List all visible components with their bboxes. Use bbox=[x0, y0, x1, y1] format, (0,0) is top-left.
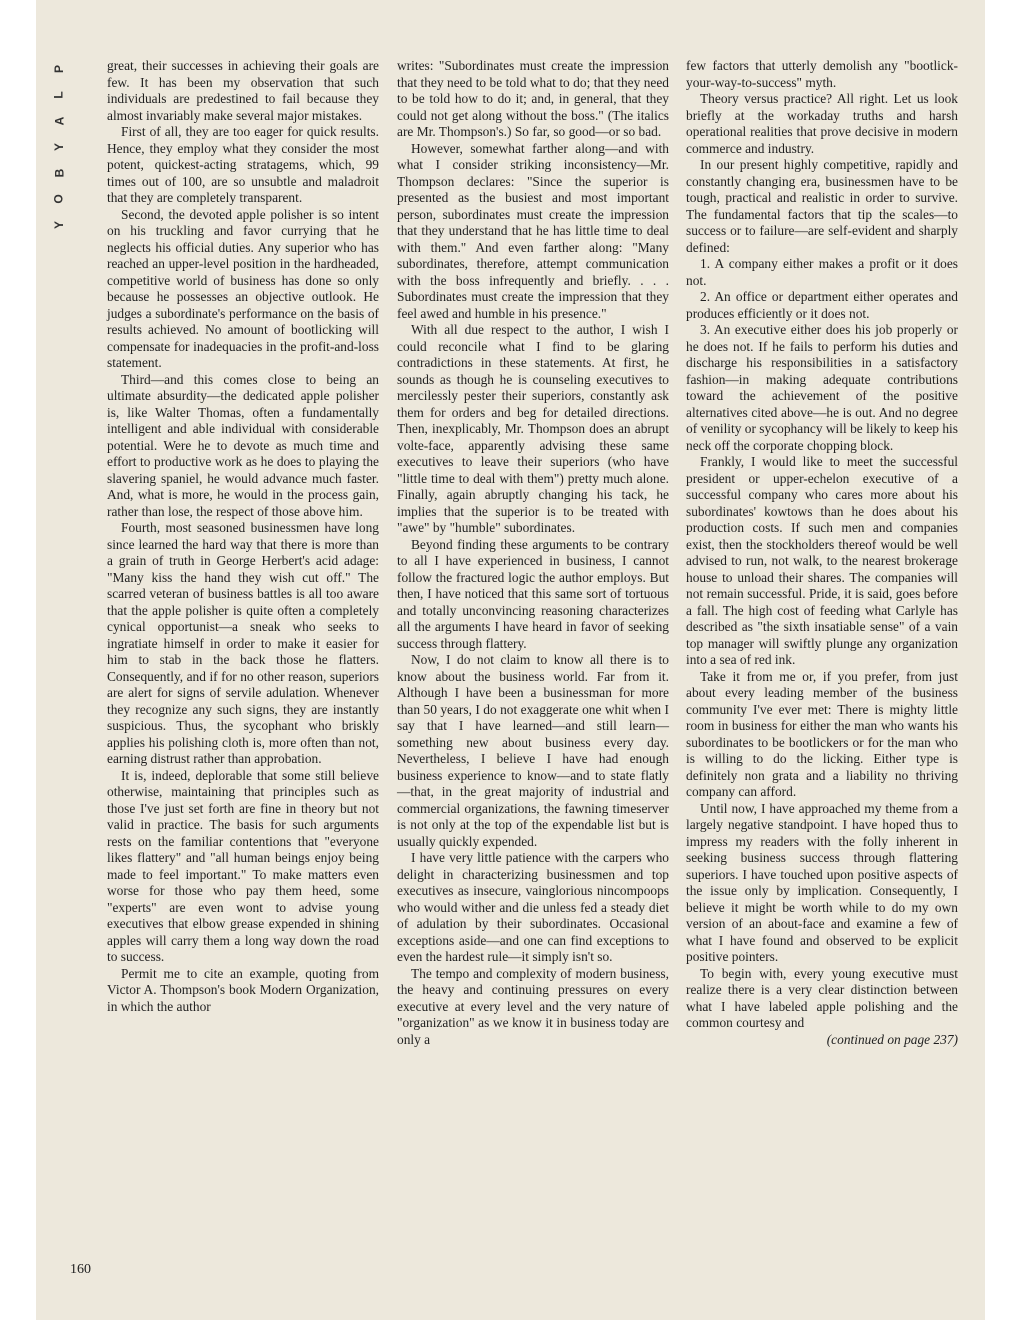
magazine-letter: P bbox=[51, 64, 66, 74]
article-paragraph: The tempo and complexity of modern business, the heavy and continuing pressures on every executive at every level and the very nature of "organization" as we know it in business today are only a bbox=[397, 965, 669, 1047]
article-column-1 bbox=[107, 58, 379, 1015]
magazine-letter: Y bbox=[51, 142, 66, 152]
article-paragraph: Until now, I have approached my theme from a largely negative standpoint. I have hoped thus to impress my readers with the folly inherent in seeking business success through flattering superiors. I have touched upon positive aspects of the issue only by implication. Consequently, I believe it might be worth while to do my own version of an about-face and examine a few of what I have found and observed to be explicit positive pointers. bbox=[686, 800, 958, 964]
magazine-letter: O bbox=[52, 194, 66, 204]
article-paragraph: Frankly, I would like to meet the successful president or upper-echelon executive of a successful company who cares more about his subordinates' kowtows than he does about his production costs. If such men and companies exist, then the stockholders thereof would be well advised to run, not walk, to the nearest brokerage house to unload their shares. The companies will not remain successful. Pride, it is said, goes before a fall. The high cost of feeding what Carlyle has described as "the sixth insatiable sense" of a vain top manager will swiftly plunge any organization into a sea of red ink. bbox=[686, 454, 958, 667]
article-paragraph: Theory versus practice? All right. Let us look briefly at the workaday truths and harsh operational realities that prove decisive in modern commerce and industry. bbox=[686, 91, 958, 156]
article-paragraph: Permit me to cite an example, quoting from Victor A. Thompson's book Modern Organization, in which the author bbox=[107, 965, 379, 1014]
magazine-letter: B bbox=[51, 168, 66, 178]
article-paragraph: 2. An office or department either operates and produces efficiently or it does not. bbox=[686, 289, 958, 321]
page-number: 160 bbox=[70, 1262, 91, 1277]
article-paragraph: 1. A company either makes a profit or it does not. bbox=[686, 256, 958, 288]
magazine-running-head bbox=[48, 62, 70, 232]
article-paragraph: Fourth, most seasoned businessmen have long since learned the hard way that there is more than a grain of truth in George Herbert's acid adage: "Many kiss the hand they wish cut off." The scarred veteran of business battles is all too aware that the apple polisher is quite often a completely cynical opportunist—a sneak who seeks to ingratiate himself in order to make it easier for him to stab in the back those he flatters. Consequently, and if for no other reason, superiors are alert for signs of servile adulation. Whenever they recognize any such signs, they are instantly suspicious. Thus, the sycophant who briskly applies his polishing cloth is, more often than not, earning distrust rather than approbation. bbox=[107, 520, 379, 766]
magazine-letter: A bbox=[51, 116, 66, 126]
article-paragraph: Third—and this comes close to being an ultimate absurdity—the dedicated apple polisher is, like Walter Thomas, often a fundamentally intelligent and able individual with considerable potential. Were he to devote as much time and effort to productive work as he does to playing the slavering spaniel, he would advance much faster. And, what is more, he would in the process gain, rather than lose, the respect of those above him. bbox=[107, 371, 379, 519]
article-paragraph: Take it from me or, if you prefer, from just about every leading member of the business community I've ever met: There is mighty little room in business for either the man who wants his subordinates to be bootlickers or for the man who is willing to do the licking. Either type is definitely non grata and a liability no thriving company can afford. bbox=[686, 668, 958, 799]
magazine-letter: L bbox=[52, 91, 66, 99]
article-paragraph: In our present highly competitive, rapidly and constantly changing era, businessmen have to be tough, practical and realistic in order to survive. The fundamental factors that tip the scales—to success or to failure—are self-evident and sharply defined: bbox=[686, 157, 958, 255]
article-paragraph: First of all, they are too eager for quick results. Hence, they employ what they consider the most potent, quickest-acting stratagems, which, 99 times out of 100, are so unsubtle and maladroit that they are completely transparent. bbox=[107, 124, 379, 205]
article-paragraph: To begin with, every young executive must realize there is a very clear distinction between what I have labeled apple polishing and the common courtesy and bbox=[686, 965, 958, 1030]
article-paragraph: few factors that utterly demolish any "bootlick-your-way-to-success" myth. bbox=[686, 58, 958, 90]
article-paragraph: I have very little patience with the carpers who delight in characterizing businessmen and top executives as insecure, vainglorious nincompoops who would wither and die unless fed a steady diet of adulation by their subordinates. Occasional exceptions aside—and one can find exceptions to even the hardest rule—it simply isn't so. bbox=[397, 850, 669, 964]
article-paragraph: It is, indeed, deplorable that some still believe otherwise, maintaining that principles such as those I've just set forth are fine in theory but not valid in practice. The basis for such arguments rests on the familiar contentions that "everyone likes flattery" and "all human beings enjoy being made to feel important." To make matters even worse for those who pay them heed, some "experts" are even wont to advise young executives that elbow grease expended in shining apples will carry them a long way down the road to success. bbox=[107, 767, 379, 964]
article-paragraph: Beyond finding these arguments to be contrary to all I have experienced in business, I cannot follow the fractured logic the author employs. But then, I have noticed that this same sort of tortuous and totally unconvincing reasoning characterizes all the arguments I have heard in favor of seeking success through flattery. bbox=[397, 536, 669, 651]
article-paragraph: However, somewhat farther along—and with what I consider striking inconsistency—Mr. Thompson declares: "Since the superior is presented as the busiest and most important person, subordinates must create the impression that they understand that he has little time to deal with them." And even farther along: "Many subordinates, therefore, attempt communication with the boss infrequently and briefly. . . . Subordinates must create the impression that they feel awed and humble in his presence." bbox=[397, 140, 669, 321]
article-paragraph: Second, the devoted apple polisher is so intent on his truckling and favor currying that he neglects his official duties. Any superior who has reached an upper-level position in the hardheaded, competitive world of business has done so only because he possesses an objective outlook. He judges a subordinate's performance on the basis of results achieved. No amount of bootlicking will compensate for inadequacies in the profit-and-loss statement. bbox=[107, 206, 379, 370]
article-paragraph: writes: "Subordinates must create the impression that they need to be told what to do; that they need to be told how to do it; and, in general, that they could not get along without the boss." (The italics are Mr. Thompson's.) So far, so good—or so bad. bbox=[397, 58, 669, 139]
article-column-3 bbox=[686, 58, 958, 1048]
article-column-2 bbox=[397, 58, 669, 1048]
article-paragraph: great, their successes in achieving their goals are few. It has been my observation that such individuals are predestined to fail because they almost invariably make several major mistakes. bbox=[107, 58, 379, 123]
magazine-letter: Y bbox=[51, 220, 66, 230]
article-paragraph: With all due respect to the author, I wish I could reconcile what I find to be glaring contradictions in these statements. At first, he sounds as though he is counseling executives to mercilessly pester their superiors, constantly ask them for orders and beg for detailed directions. Then, inexplicably, Mr. Thompson does an abrupt volte-face, apparently advising these same executives to leave their superiors (who have "little time to deal with them") pretty much alone. Finally, again abruptly changing his tack, he implies that the superior is to be treated with "awe" by "humble" subordinates. bbox=[397, 322, 669, 535]
continued-note: (continued on page 237) bbox=[826, 1031, 958, 1047]
article-paragraph: 3. An executive either does his job properly or he does not. If he fails to perform his duties and discharge his responsibilities in a satisfactory fashion—in making adequate contributions toward the achievement of the positive alternatives cited above—he is out. And no degree of venility or sycophancy will be likely to keep his neck off the corporate chopping block. bbox=[686, 322, 958, 453]
article-paragraph: Now, I do not claim to know all there is to know about the business world. Far from it. Although I have been a businessman for more than 50 years, I do not exaggerate one whit when I say that I have learned—and still learn—something new about business every day. Nevertheless, I believe I have had enough business experience to know—and to state flatly—that, in the great majority of industrial and commercial organizations, the fawning timeserver is not only at the top of the expendable list but is usually quickly expended. bbox=[397, 652, 669, 849]
